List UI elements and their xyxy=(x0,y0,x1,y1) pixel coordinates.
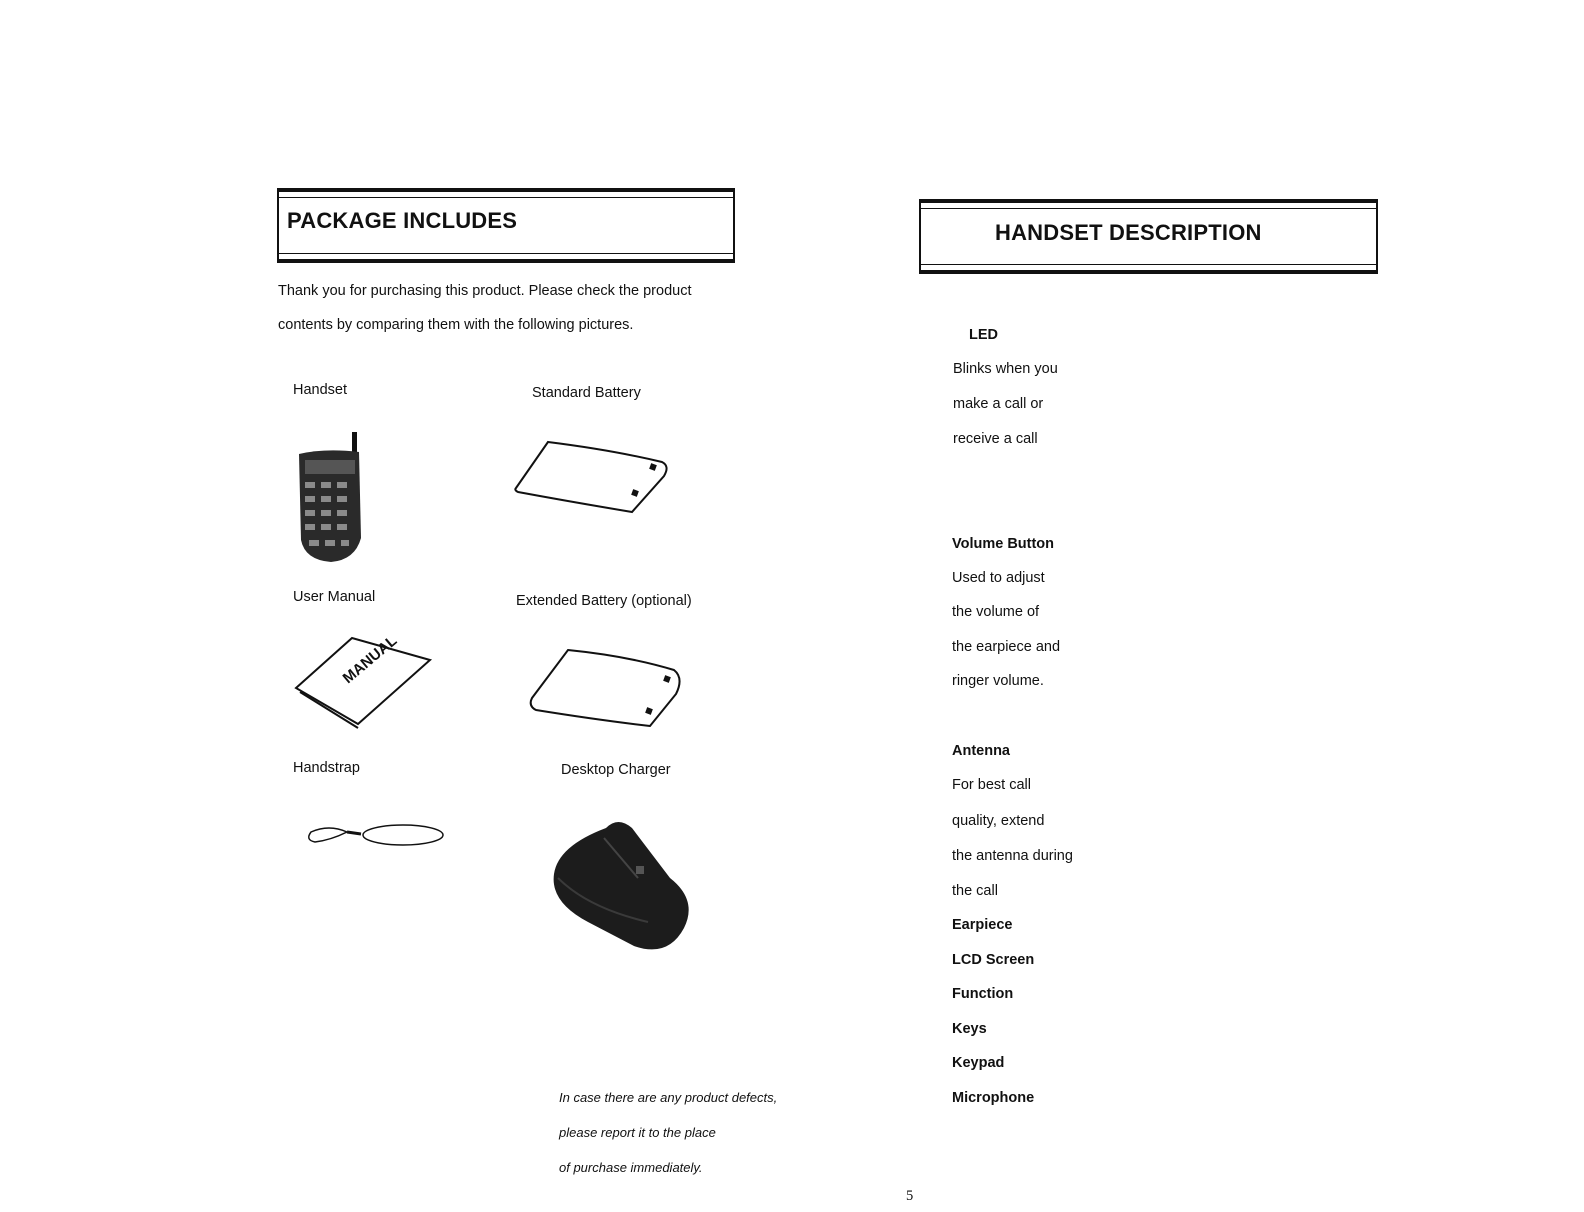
part-microphone: Microphone xyxy=(952,1090,1035,1106)
notice-line-2: please report it to the place xyxy=(559,1125,716,1140)
handset-description-header xyxy=(919,199,1378,274)
manual-icon xyxy=(296,632,436,728)
led-line-1: Blinks when you xyxy=(953,361,1058,377)
led-line-2: make a call or xyxy=(953,396,1044,412)
part-keys: Keys xyxy=(952,1021,987,1037)
battery-icon xyxy=(528,648,688,733)
volume-line-1: Used to adjust xyxy=(952,570,1045,586)
part-keypad: Keypad xyxy=(952,1055,1005,1071)
item-label-desktop-charger: Desktop Charger xyxy=(561,762,671,778)
page-number: 5 xyxy=(906,1188,914,1204)
battery-icon xyxy=(512,440,672,515)
led-title: LED xyxy=(969,327,998,343)
volume-line-4: ringer volume. xyxy=(952,673,1044,689)
svg-text:MANUAL: MANUAL xyxy=(339,632,401,688)
package-includes-title: PACKAGE INCLUDES xyxy=(287,208,518,233)
led-line-3: receive a call xyxy=(953,431,1038,447)
handstrap-icon xyxy=(303,818,448,858)
handset-description-title: HANDSET DESCRIPTION xyxy=(995,220,1262,245)
volume-line-2: the volume of xyxy=(952,604,1040,620)
antenna-line-4: the call xyxy=(952,883,998,899)
notice-line-3: of purchase immediately. xyxy=(559,1160,703,1175)
part-lcd-screen: LCD Screen xyxy=(952,952,1035,968)
package-includes-header xyxy=(277,188,735,263)
charger-icon xyxy=(548,818,698,958)
handset-icon xyxy=(295,430,375,570)
antenna-line-3: the antenna during xyxy=(952,848,1073,864)
volume-line-3: the earpiece and xyxy=(952,639,1061,655)
notice-line-1: In case there are any product defects, xyxy=(559,1090,778,1105)
intro-line-1: Thank you for purchasing this product. Please check the product xyxy=(278,283,692,299)
intro-line-2: contents by comparing them with the following pictures. xyxy=(278,317,634,333)
antenna-title: Antenna xyxy=(952,743,1010,759)
item-label-handset: Handset xyxy=(293,382,348,398)
antenna-line-2: quality, extend xyxy=(952,813,1045,829)
item-label-extended-battery: Extended Battery (optional) xyxy=(516,593,692,609)
item-label-handstrap: Handstrap xyxy=(293,760,360,776)
item-label-standard-battery: Standard Battery xyxy=(532,385,641,401)
part-function: Function xyxy=(952,986,1014,1002)
part-earpiece: Earpiece xyxy=(952,917,1013,933)
item-label-user-manual: User Manual xyxy=(293,589,376,605)
antenna-line-1: For best call xyxy=(952,777,1031,793)
volume-title: Volume Button xyxy=(952,536,1055,552)
